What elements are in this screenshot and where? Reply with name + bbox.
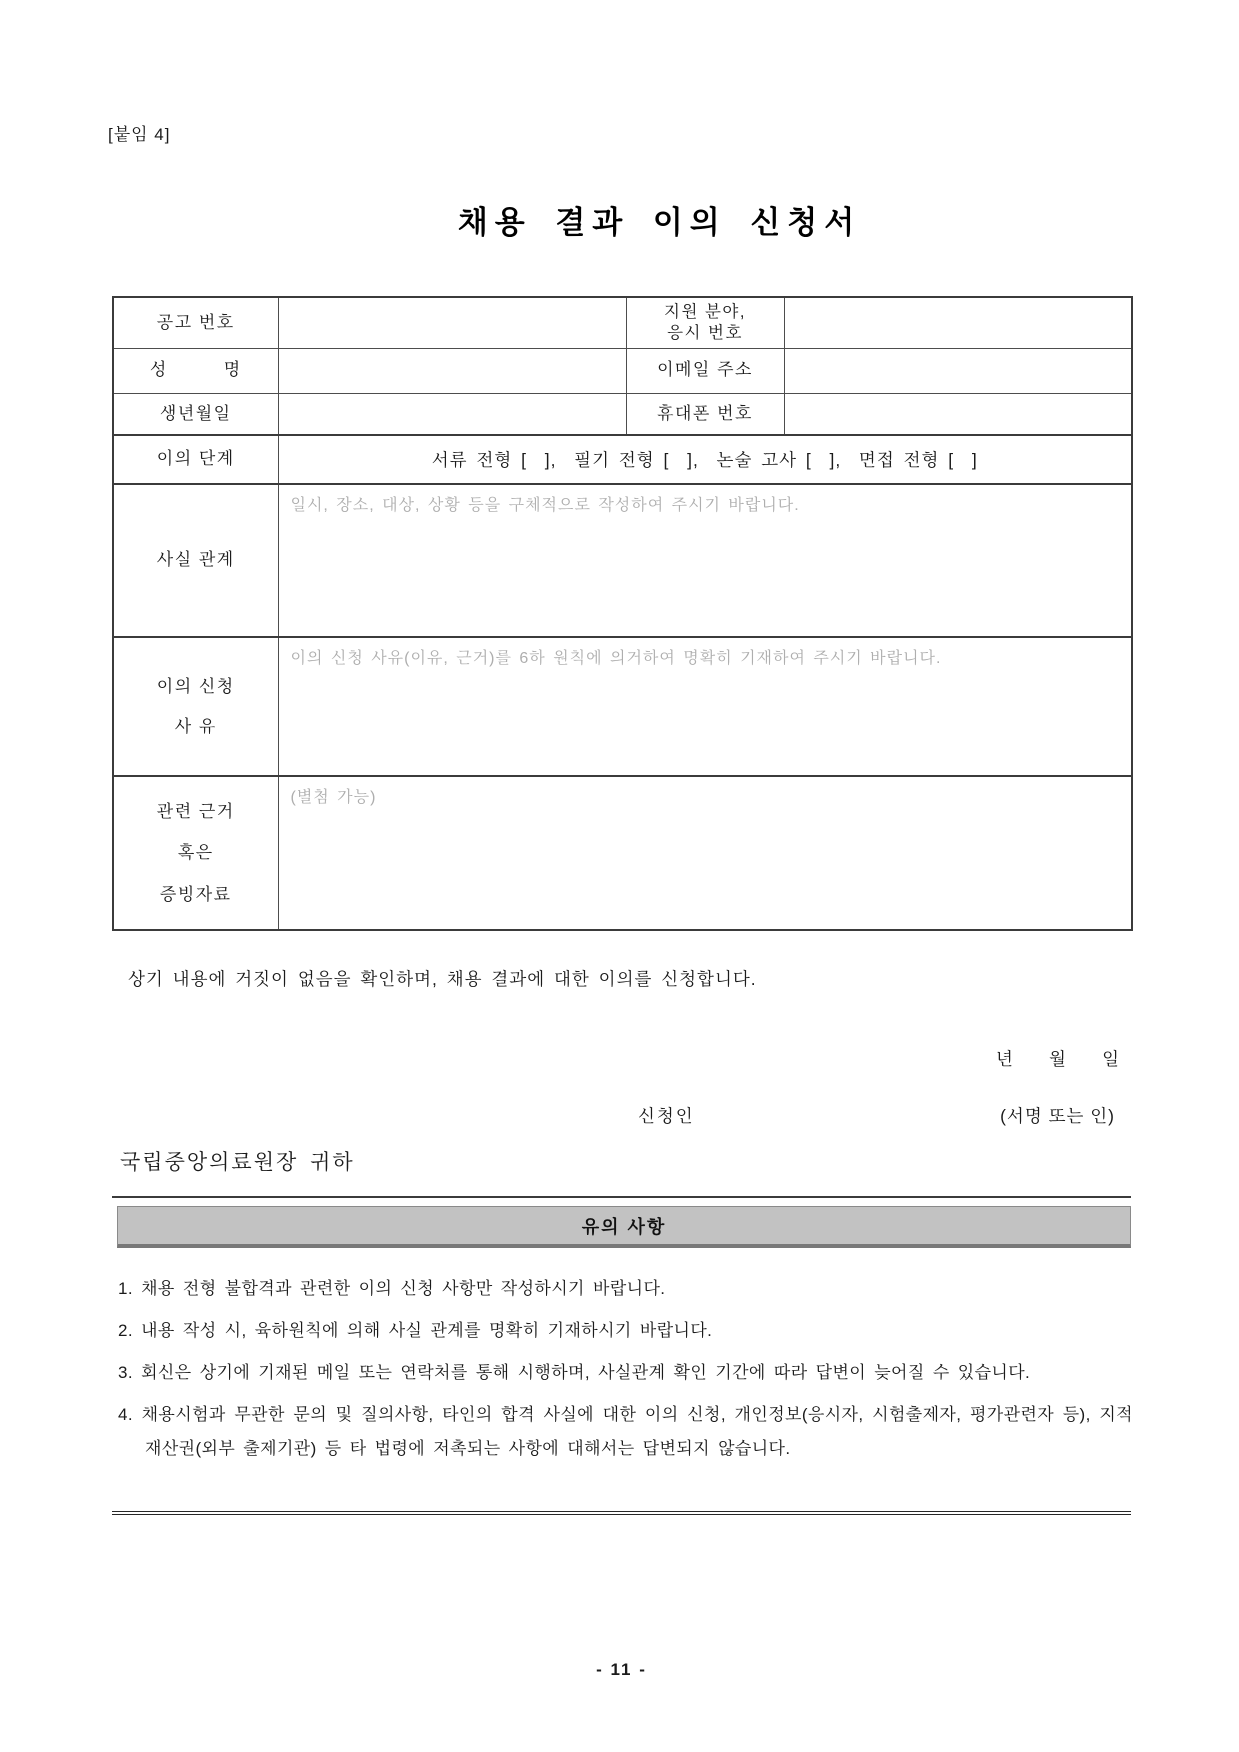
label-email: 이메일 주소: [626, 348, 784, 393]
notice-item-1: 1. 채용 전형 불합격과 관련한 이의 신청 사항만 작성하시기 바랍니다.: [118, 1279, 666, 1298]
notice-header-banner: [117, 1206, 1131, 1248]
table-row: [113, 776, 1132, 930]
field-birthdate: [278, 393, 626, 435]
table-row: [113, 297, 1132, 348]
label-phone: 휴대폰 번호: [626, 393, 784, 435]
label-facts: 사실 관계: [113, 484, 278, 637]
label-application-field-line1: 지원 분야,: [664, 303, 746, 322]
label-evidence: [113, 776, 278, 930]
notice-item-2: 2. 내용 작성 시, 육하원칙에 의해 사실 관계를 명확히 기재하시기 바랍니다.: [118, 1321, 713, 1341]
objection-form-table: [112, 296, 1133, 931]
applicant-label: 신청인: [638, 1106, 695, 1126]
signature-seal-note: (서명 또는 인): [1000, 1106, 1115, 1126]
addressee-line: 국립중앙의료원장 귀하: [120, 1151, 355, 1174]
field-name: [278, 348, 626, 393]
label-objection-reason-line2: 사 유: [174, 716, 217, 736]
label-evidence-line1: 관련 근거: [156, 801, 235, 821]
field-announcement-number: [278, 297, 626, 348]
label-evidence-line3: 증빙자료: [159, 884, 232, 904]
date-line: 년 월 일: [995, 1049, 1120, 1069]
label-application-field: [626, 297, 784, 348]
table-row: [113, 435, 1132, 484]
horizontal-rule-top: [112, 1196, 1131, 1198]
label-objection-reason: [113, 637, 278, 776]
table-row: [113, 348, 1132, 393]
table-row: [113, 637, 1132, 776]
label-name: 성 명: [113, 348, 278, 393]
declaration-text: 상기 내용에 거짓이 없음을 확인하며, 채용 결과에 대한 이의를 신청합니다.: [128, 969, 757, 989]
page-number: - 11 -: [596, 1660, 647, 1679]
label-evidence-line2: 혹은: [177, 843, 214, 863]
label-application-field-line2: 응시 번호: [667, 323, 743, 342]
label-objection-reason-line1: 이의 신청: [156, 676, 235, 696]
field-objection-reason: 이의 신청 사유(이유, 근거)를 6하 원칙에 의거하여 명확히 기재하여 주시기 바랍니다.: [278, 637, 1132, 776]
label-birthdate: 생년월일: [113, 393, 278, 435]
field-application-field: [784, 297, 1132, 348]
notice-item-3: 3. 회신은 상기에 기재된 메일 또는 연락처를 통해 시행하며, 사실관계 확인 기간에 따라 답변이 늦어질 수 있습니다.: [118, 1363, 1031, 1383]
horizontal-rule-bottom: [112, 1511, 1131, 1515]
page-title: 채용 결과 이의 신청서: [457, 205, 862, 240]
field-email: [784, 348, 1132, 393]
field-facts: 일시, 장소, 대상, 상황 등을 구체적으로 작성하여 주시기 바랍니다.: [278, 484, 1132, 637]
attachment-label: [붙임 4]: [108, 125, 171, 144]
notice-item-4: 4. 채용시험과 무관한 문의 및 질의사항, 타인의 합격 사실에 대한 이의 신청, 개인정보(응시자, 시험출제자, 평가관련자 등), 지적재산권(외부 출제기관) 등 타 법령에 저촉되는 사항에 대해서는 답변되지 않습니다.: [118, 1405, 1133, 1458]
table-row: [113, 393, 1132, 435]
field-objection-stage-options: 서류 전형 [ ], 필기 전형 [ ], 논술 고사 [ ], 면접 전형 [ ]: [278, 435, 1132, 484]
label-announcement-number: 공고 번호: [113, 297, 278, 348]
field-phone: [784, 393, 1132, 435]
label-objection-stage: 이의 단계: [113, 435, 278, 484]
notice-header-text: 유의 사항: [581, 1216, 667, 1237]
field-evidence: (별첨 가능): [278, 776, 1132, 930]
table-row: [113, 484, 1132, 637]
notice-list: [118, 1272, 1133, 1474]
